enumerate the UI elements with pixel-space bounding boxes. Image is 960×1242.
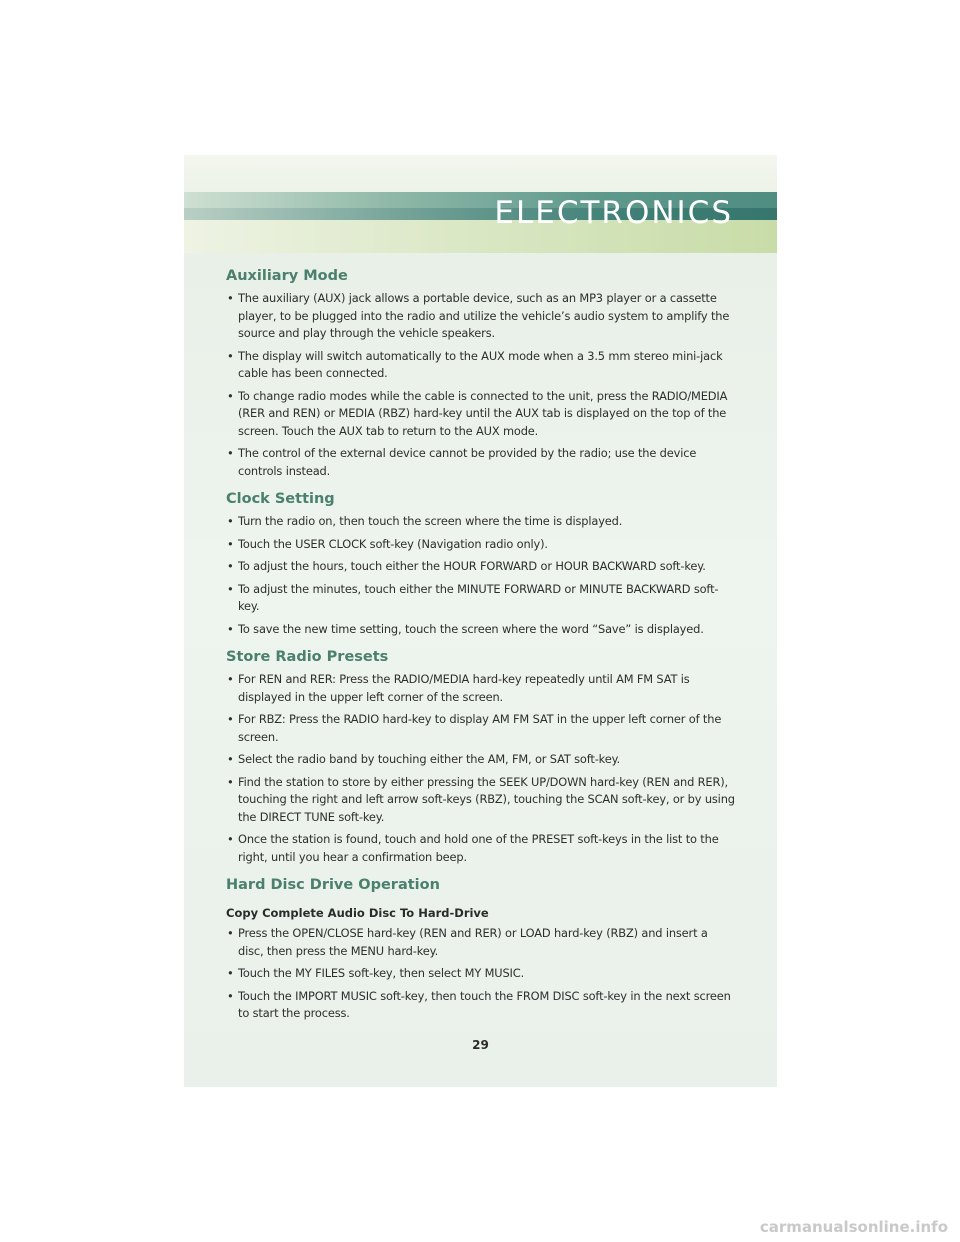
bullet-list <box>226 925 736 1023</box>
section-heading: Hard Disc Drive Operation <box>226 877 440 893</box>
page-number: 29 <box>472 1038 489 1052</box>
list-item: • The control of the external device cannot be provided by the radio; use the device controls instead. <box>226 445 736 480</box>
list-item: • For REN and RER: Press the RADIO/MEDIA hard-key repeatedly until AM FM SAT is displayed in the upper left corner of the screen. <box>226 671 736 706</box>
list-item: • Touch the MY FILES soft-key, then select MY MUSIC. <box>226 965 736 983</box>
bullet-list <box>226 671 736 866</box>
list-item: • To save the new time setting, touch the screen where the word “Save” is displayed. <box>226 621 736 639</box>
list-item: • To adjust the minutes, touch either the MINUTE FORWARD or MINUTE BACKWARD soft-key. <box>226 581 736 616</box>
section-hard-disc-drive <box>226 874 736 1023</box>
section-title: ELECTRONICS <box>494 195 733 231</box>
bullet-list <box>226 513 736 638</box>
bullet-list <box>226 290 736 480</box>
section-auxiliary-mode <box>226 265 736 480</box>
section-heading: Clock Setting <box>226 491 335 507</box>
section-heading: Auxiliary Mode <box>226 268 348 284</box>
section-store-radio-presets <box>226 646 736 866</box>
subsection-heading: Copy Complete Audio Disc To Hard-Drive <box>226 906 489 920</box>
page-header <box>184 155 777 253</box>
list-item: • For RBZ: Press the RADIO hard-key to display AM FM SAT in the upper left corner of the screen. <box>226 711 736 746</box>
list-item: • To change radio modes while the cable is connected to the unit, press the RADIO/MEDIA (RER and REN) or MEDIA (RBZ) hard-key until the AUX tab is displayed on the top of the screen. Touch the AUX tab to return to the AUX mode. <box>226 388 736 441</box>
manual-page <box>184 155 777 1087</box>
section-clock-setting <box>226 488 736 638</box>
list-item: • Turn the radio on, then touch the screen where the time is displayed. <box>226 513 736 531</box>
list-item: • To adjust the hours, touch either the HOUR FORWARD or HOUR BACKWARD soft-key. <box>226 558 736 576</box>
page-content <box>226 265 736 1031</box>
list-item: • Touch the IMPORT MUSIC soft-key, then touch the FROM DISC soft-key in the next screen to start the process. <box>226 988 736 1023</box>
list-item: • The display will switch automatically to the AUX mode when a 3.5 mm stereo mini-jack cable has been connected. <box>226 348 736 383</box>
watermark-text: carmanualsonline.info <box>759 1218 948 1236</box>
list-item: • Press the OPEN/CLOSE hard-key (REN and RER) or LOAD hard-key (RBZ) and insert a disc, then press the MENU hard-key. <box>226 925 736 960</box>
list-item: • The auxiliary (AUX) jack allows a portable device, such as an MP3 player or a cassette player, to be plugged into the radio and utilize the vehicle’s audio system to amplify the source and play through the vehicle speakers. <box>226 290 736 343</box>
list-item: • Touch the USER CLOCK soft-key (Navigation radio only). <box>226 536 736 554</box>
section-heading: Store Radio Presets <box>226 649 389 665</box>
list-item: • Select the radio band by touching either the AM, FM, or SAT soft-key. <box>226 751 736 769</box>
list-item: • Once the station is found, touch and hold one of the PRESET soft-keys in the list to the right, until you hear a confirmation beep. <box>226 831 736 866</box>
list-item: • Find the station to store by either pressing the SEEK UP/DOWN hard-key (REN and RER), touching the right and left arrow soft-keys (RBZ), touching the SCAN soft-key, or by using the DIRECT TUNE soft-key. <box>226 774 736 827</box>
